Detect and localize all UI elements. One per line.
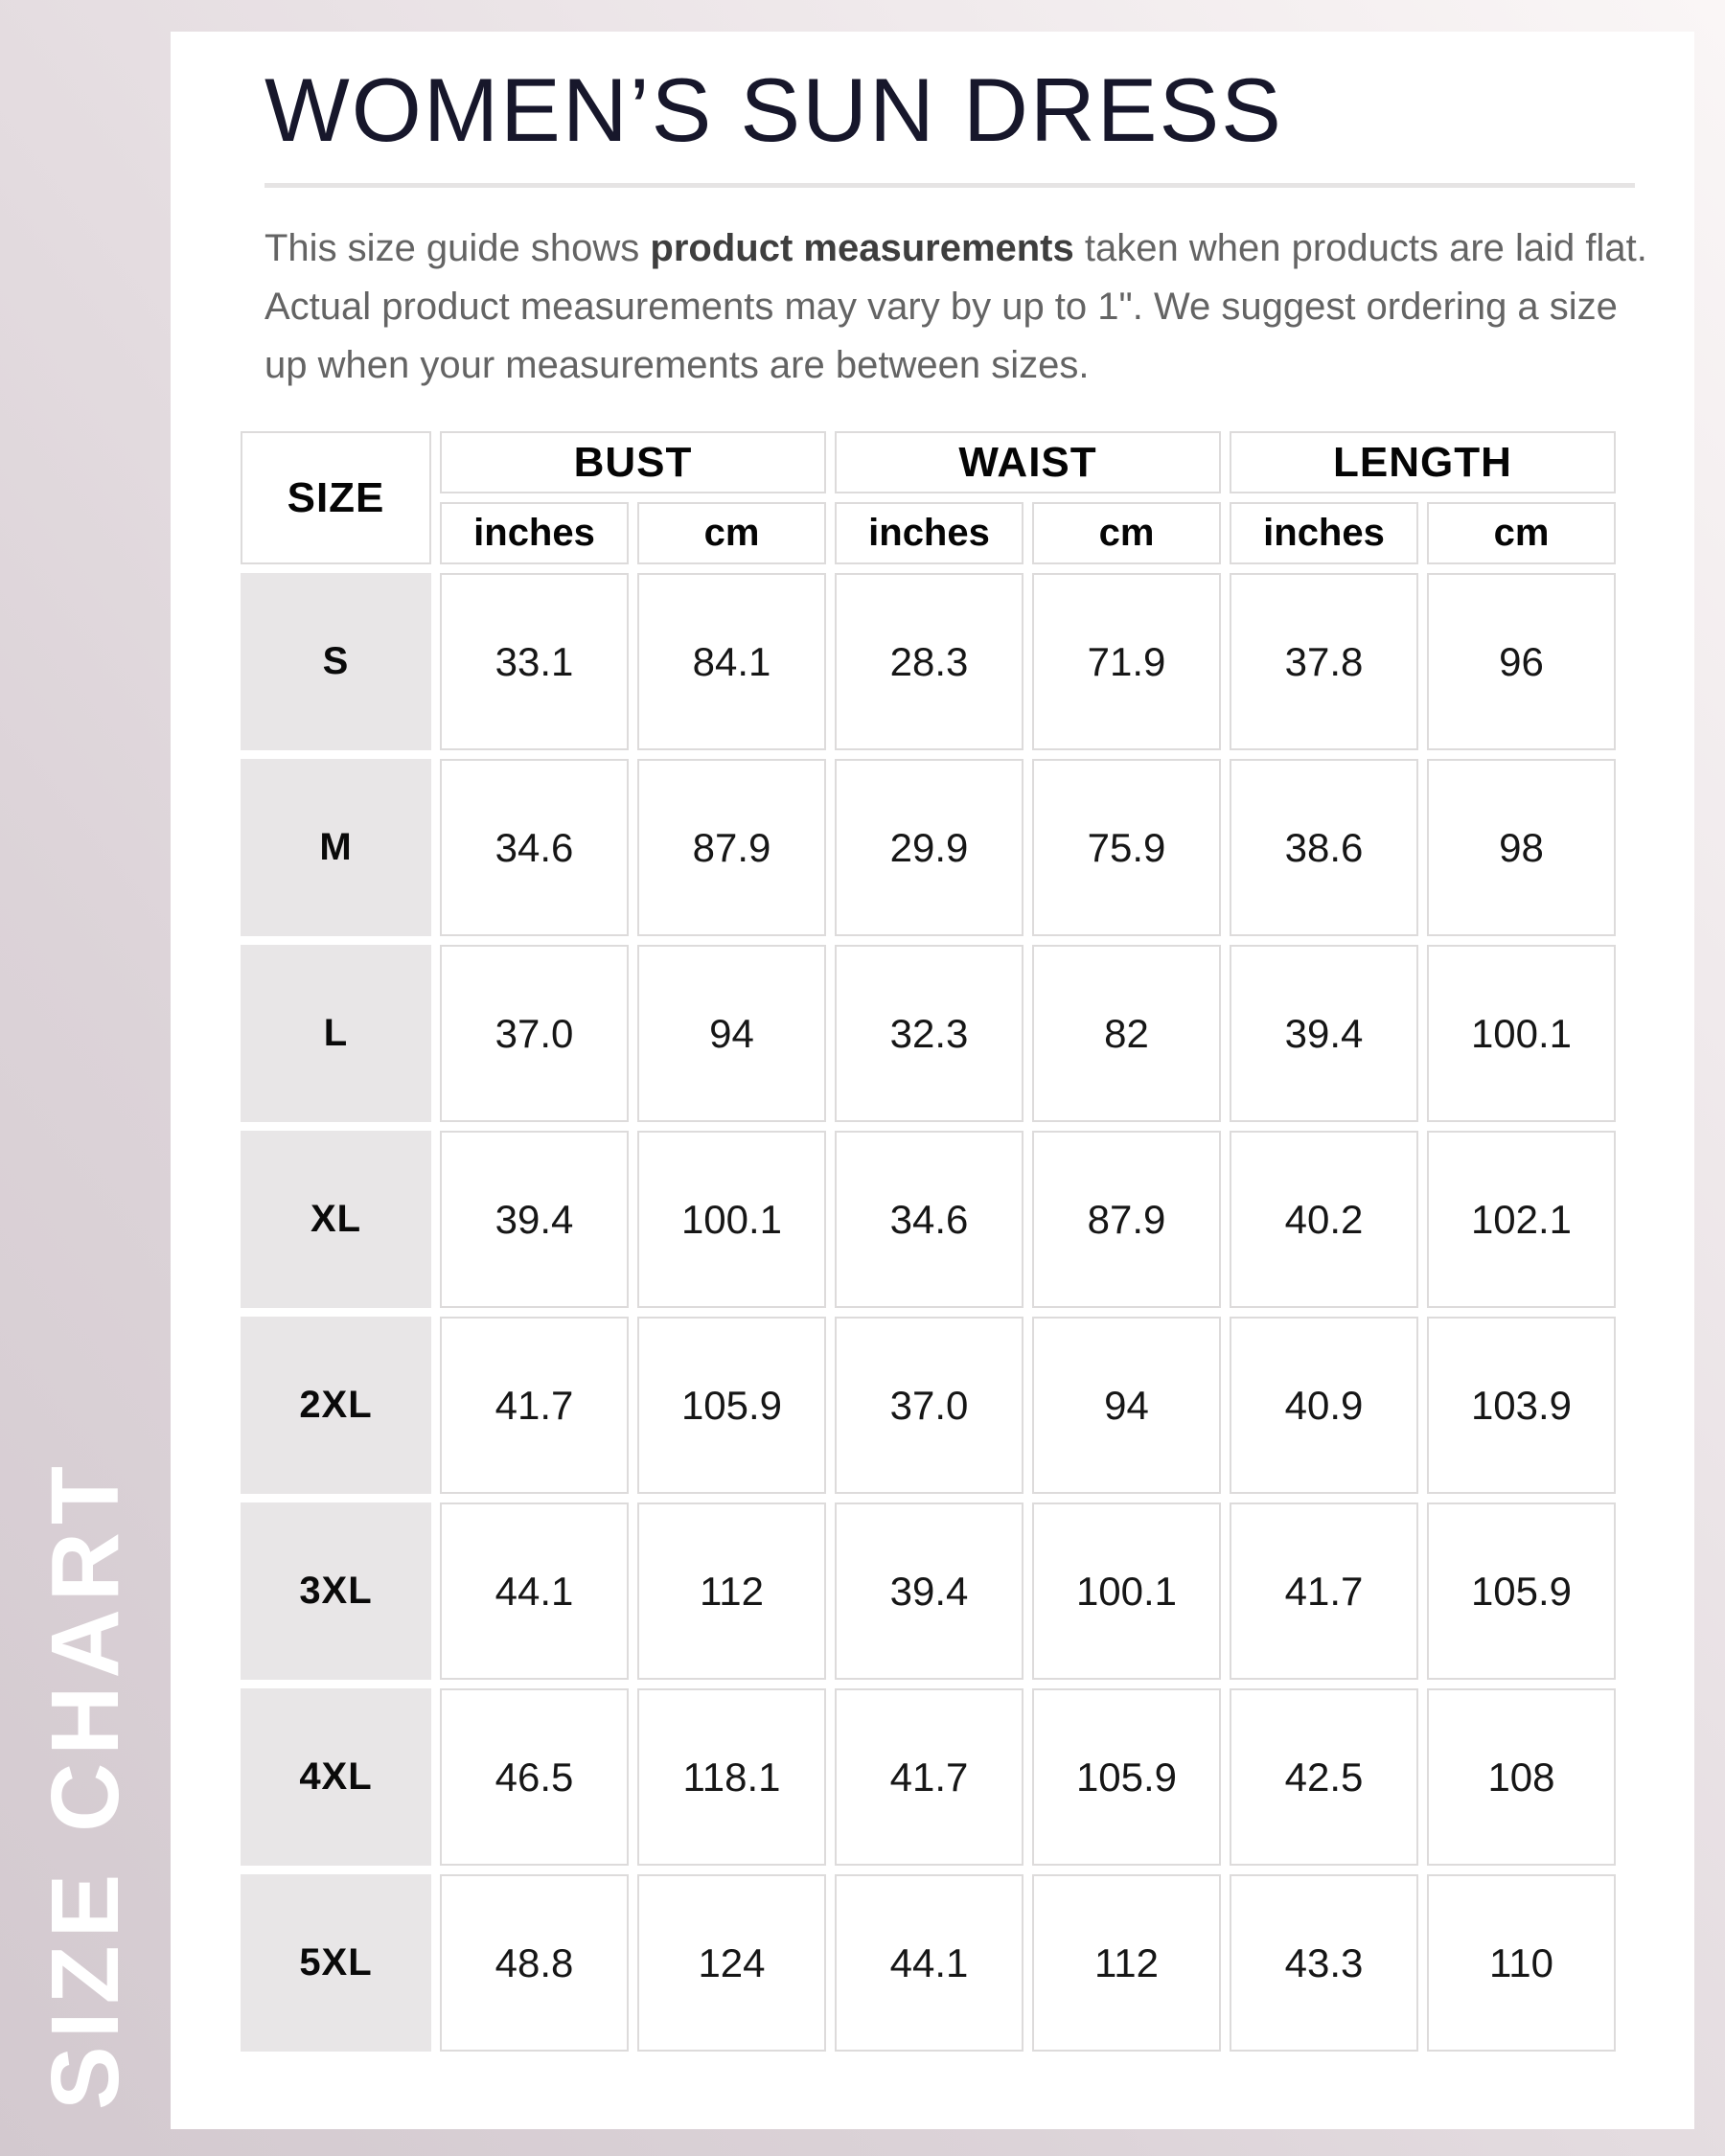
- value-cell: 44.1: [440, 1502, 629, 1680]
- intro-paragraph: [264, 219, 1647, 395]
- value-cell: 40.9: [1230, 1317, 1418, 1494]
- value-cell: 33.1: [440, 573, 629, 750]
- value-cell: 118.1: [637, 1688, 826, 1866]
- size-label-cell: XL: [241, 1131, 431, 1308]
- table-row-2xl: [241, 1317, 1616, 1494]
- value-cell: 48.8: [440, 1874, 629, 2052]
- title-divider: [264, 183, 1635, 188]
- value-cell: 46.5: [440, 1688, 629, 1866]
- size-label-cell: 4XL: [241, 1688, 431, 1866]
- subheader-waist-inches: inches: [835, 502, 1024, 564]
- size-label-cell: 3XL: [241, 1502, 431, 1680]
- table-row-l: [241, 945, 1616, 1122]
- value-cell: 41.7: [835, 1688, 1024, 1866]
- value-cell: 39.4: [1230, 945, 1418, 1122]
- value-cell: 75.9: [1032, 759, 1221, 936]
- value-cell: 100.1: [1427, 945, 1616, 1122]
- value-cell: 112: [1032, 1874, 1221, 2052]
- subheader-length-inches: inches: [1230, 502, 1418, 564]
- group-header-bust: BUST: [440, 431, 826, 493]
- group-header-waist: WAIST: [835, 431, 1221, 493]
- value-cell: 29.9: [835, 759, 1024, 936]
- subheader-waist-cm: cm: [1032, 502, 1221, 564]
- value-cell: 105.9: [1032, 1688, 1221, 1866]
- value-cell: 44.1: [835, 1874, 1024, 2052]
- table-row-s: [241, 573, 1616, 750]
- table-row-3xl: [241, 1502, 1616, 1680]
- value-cell: 38.6: [1230, 759, 1418, 936]
- value-cell: 34.6: [835, 1131, 1024, 1308]
- vertical-size-chart-label: SIZE CHART: [32, 1458, 139, 2110]
- value-cell: 87.9: [637, 759, 826, 936]
- value-cell: 96: [1427, 573, 1616, 750]
- value-cell: 103.9: [1427, 1317, 1616, 1494]
- value-cell: 42.5: [1230, 1688, 1418, 1866]
- size-label-cell: 5XL: [241, 1874, 431, 2052]
- value-cell: 100.1: [1032, 1502, 1221, 1680]
- group-header-length: LENGTH: [1230, 431, 1616, 493]
- size-label-cell: M: [241, 759, 431, 936]
- value-cell: 124: [637, 1874, 826, 2052]
- intro-line-1: [264, 219, 1647, 278]
- value-cell: 84.1: [637, 573, 826, 750]
- table-row-xl: [241, 1131, 1616, 1308]
- value-cell: 37.8: [1230, 573, 1418, 750]
- value-cell: 39.4: [440, 1131, 629, 1308]
- size-chart-table: [232, 423, 1624, 2060]
- value-cell: 98: [1427, 759, 1616, 936]
- size-column-header: SIZE: [241, 431, 431, 564]
- value-cell: 37.0: [440, 945, 629, 1122]
- intro-line-3: up when your measurements are between sizes.: [264, 344, 1090, 386]
- table-group-header-row: [241, 431, 1616, 493]
- intro-line1-after: taken when products are laid flat.: [1073, 227, 1647, 269]
- value-cell: 105.9: [637, 1317, 826, 1494]
- value-cell: 71.9: [1032, 573, 1221, 750]
- subheader-length-cm: cm: [1427, 502, 1616, 564]
- size-label-cell: S: [241, 573, 431, 750]
- intro-line1-bold: product measurements: [650, 227, 1074, 269]
- subheader-bust-cm: cm: [637, 502, 826, 564]
- value-cell: 110: [1427, 1874, 1616, 2052]
- size-label-cell: L: [241, 945, 431, 1122]
- value-cell: 100.1: [637, 1131, 826, 1308]
- subheader-bust-inches: inches: [440, 502, 629, 564]
- value-cell: 105.9: [1427, 1502, 1616, 1680]
- value-cell: 39.4: [835, 1502, 1024, 1680]
- value-cell: 108: [1427, 1688, 1616, 1866]
- value-cell: 37.0: [835, 1317, 1024, 1494]
- table-row-m: [241, 759, 1616, 936]
- value-cell: 41.7: [1230, 1502, 1418, 1680]
- value-cell: 34.6: [440, 759, 629, 936]
- value-cell: 41.7: [440, 1317, 629, 1494]
- value-cell: 43.3: [1230, 1874, 1418, 2052]
- value-cell: 94: [1032, 1317, 1221, 1494]
- value-cell: 32.3: [835, 945, 1024, 1122]
- value-cell: 112: [637, 1502, 826, 1680]
- intro-line1-before: This size guide shows: [264, 227, 651, 269]
- intro-line-2: Actual product measurements may vary by up to 1". We suggest ordering a size: [264, 286, 1618, 328]
- table-row-5xl: [241, 1874, 1616, 2052]
- page-title: WOMEN’S SUN DRESS: [264, 59, 1283, 160]
- value-cell: 40.2: [1230, 1131, 1418, 1308]
- value-cell: 94: [637, 945, 826, 1122]
- value-cell: 82: [1032, 945, 1221, 1122]
- value-cell: 87.9: [1032, 1131, 1221, 1308]
- value-cell: 102.1: [1427, 1131, 1616, 1308]
- size-label-cell: 2XL: [241, 1317, 431, 1494]
- size-chart-card: [171, 32, 1694, 2129]
- value-cell: 28.3: [835, 573, 1024, 750]
- table-unit-header-row: [241, 502, 1616, 564]
- table-row-4xl: [241, 1688, 1616, 1866]
